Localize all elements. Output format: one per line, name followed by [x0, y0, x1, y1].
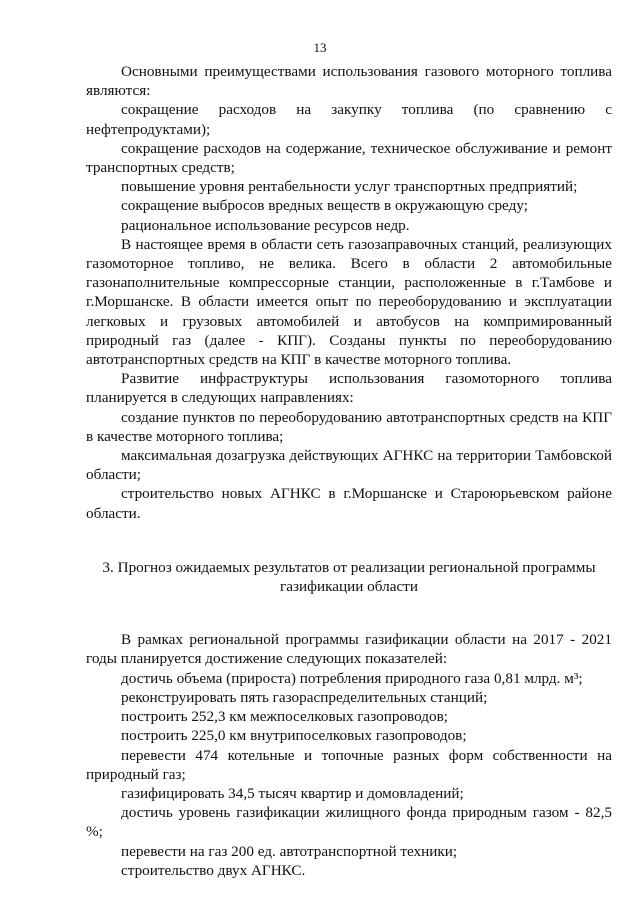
list-item: перевести на газ 200 ед. автотранспортной техники;: [121, 842, 458, 860]
list-item: строительство двух АГНКС.: [121, 861, 306, 879]
list-item: сокращение выбросов вредных веществ в окружающую среду;: [121, 197, 528, 215]
list-item: газифицировать 34,5 тысяч квартир и домовладений;: [121, 784, 464, 802]
list-item: строительство новых АГНКС в г.Моршанске и Староюрьевском районе области.: [86, 485, 612, 522]
list-item: максимальная дозагрузка действующих АГНКС на территории Тамбовской области;: [86, 447, 612, 484]
section-advantages: [86, 62, 612, 523]
list-item: достичь уровень газификации жилищного фонда природным газом - 82,5 %;: [86, 804, 612, 841]
list-item: реконструировать пять газораспределительных станций;: [121, 688, 488, 706]
paragraph: Развитие инфраструктуры использования газомоторного топлива планируется в следующих направлениях:: [86, 370, 612, 407]
list-item: построить 252,3 км межпоселковых газопроводов;: [121, 708, 448, 726]
list-item: повышение уровня рентабельности услуг транспортных предприятий;: [121, 178, 578, 196]
paragraph: В рамках региональной программы газификации области на 2017 - 2021 годы планируется достижение следующих показателей:: [86, 631, 612, 668]
list-item: сокращение расходов на содержание, техническое обслуживание и ремонт транспортных средств;: [86, 139, 612, 177]
paragraph: В настоящее время в области сеть газозаправочных станций, реализующих газомоторное топливо, не велика. Всего в области 2 автомобильные газонаполнительные компрессорные станции, расположенные в г.Тамбове и г.Моршанске. В области имеется опыт по переоборудованию и эксплуатации легковых и грузовых автомобилей и автобусов на компримированный природный газ (далее - КПГ). Созданы пункты по переоборудованию автотранспортных средств на КПГ в качестве моторного топлива.: [86, 235, 612, 369]
section-heading: [86, 558, 612, 596]
section-heading-line: газификации области: [280, 578, 418, 596]
section-forecast: [86, 630, 612, 880]
list-item: построить 225,0 км внутрипоселковых газопроводов;: [121, 727, 467, 745]
list-item: создание пунктов по переоборудованию автотранспортных средств на КПГ в качестве моторного топлива;: [86, 408, 612, 445]
document-body: [86, 62, 612, 880]
section-heading-line: 3. Прогноз ожидаемых результатов от реализации региональной программы: [102, 558, 596, 576]
list-item: рациональное использование ресурсов недр.: [121, 216, 410, 234]
list-item: сокращение расходов на закупку топлива (по сравнению с нефтепродуктами);: [86, 101, 612, 138]
paragraph: Основными преимуществами использования газового моторного топлива являются:: [86, 63, 612, 100]
page-number: 13: [313, 40, 327, 55]
list-item: достичь объема (прироста) потребления природного газа 0,81 млрд. м³;: [121, 669, 583, 687]
list-item: перевести 474 котельные и топочные разных форм собственности на природный газ;: [86, 746, 612, 783]
